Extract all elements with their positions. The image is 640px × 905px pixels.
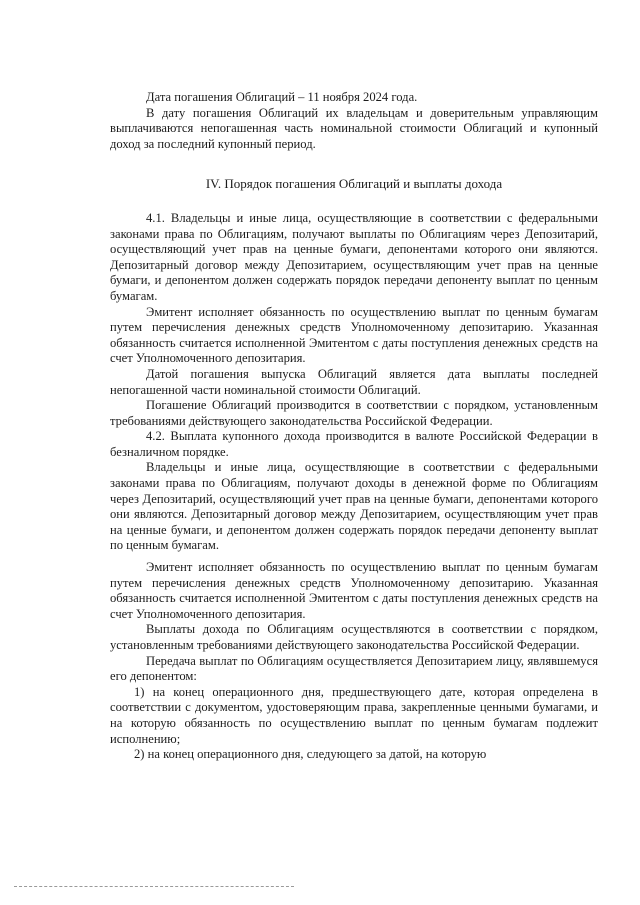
list-item-1: 1) на конец операционного дня, предшествующего дате, которая определена в соответствии с документом, удостоверяющим права, закрепленные ценными бумагами, и на которую обязанность по осуществлению выплат по ценным бумагам подлежит исполнению; — [110, 684, 598, 746]
maturity-payment-paragraph: В дату погашения Облигаций их владельцам и доверительным управляющим выплачиваются непогашенная часть номинальной стоимости Облигаций и купонный доход за последний купонный период. — [110, 105, 598, 151]
paragraph-4-2: 4.2. Выплата купонного дохода производится в валюте Российской Федерации в безналичном порядке. — [110, 429, 598, 459]
section-heading: IV. Порядок погашения Облигаций и выплаты дохода — [205, 176, 503, 192]
list-item-2: 2) на конец операционного дня, следующего за датой, на которую — [134, 747, 487, 762]
maturity-date-paragraph: Дата погашения Облигаций – 11 ноября 2024 года. — [146, 90, 418, 104]
footer-divider — [14, 886, 294, 887]
transfer-payments-paragraph: Передача выплат по Облигациям осуществляется Депозитарием лицу, являвшемуся его депонентом: — [110, 653, 598, 684]
coupon-holders-paragraph: Владельцы и иные лица, осуществляющие в соответствии с федеральными законами права по Облигациям, получают доходы в денежной форме по Облигациям через Депозитарий, осуществляющий учет прав на ценные бумаги, депонентами которого они являются. Депозитарный договор между Депозитарием, осуществляющим учет прав на ценные бумаги, и депонентом должен содержать порядок передачи депоненту выплат по ценным бумагам. — [110, 460, 598, 553]
coupon-issuer-obligation-paragraph: Эмитент исполняет обязанность по осуществлению выплат по ценным бумагам путем перечисления денежных средств Уполномоченному депозитарию. Указанная обязанность считается исполненной Эмитентом с даты поступления денежных средств на счет Уполномоченного депозитария. — [110, 560, 598, 621]
redemption-date-paragraph: Датой погашения выпуска Облигаций является дата выплаты последней непогашенной части номинальной стоимости Облигаций. — [110, 366, 598, 397]
redemption-order-paragraph: Погашение Облигаций производится в соответствии с порядком, установленным требованиями действующего законодательства Российской Федерации. — [110, 398, 598, 428]
document-page — [110, 90, 598, 763]
paragraph-4-1: 4.1. Владельцы и иные лица, осуществляющие в соответствии с федеральными законами права по Облигациям, получают выплаты по Облигациям через Депозитарий, осуществляющий учет прав на ценные бумаги, депонентами которого они являются. Депозитарный договор между Депозитарием, осуществляющим учет прав на ценные бумаги, и депонентом должен содержать порядок передачи депоненту выплат по ценным бумагам. — [110, 210, 598, 303]
issuer-obligation-paragraph: Эмитент исполняет обязанность по осуществлению выплат по ценным бумагам путем перечисления денежных средств Уполномоченному депозитарию. Указанная обязанность считается исполненной Эмитентом с даты поступления денежных средств на счет Уполномоченного депозитария. — [110, 304, 598, 366]
income-payments-paragraph: Выплаты дохода по Облигациям осуществляются в соответствии с порядком, установленным требованиями действующего законодательства Российской Федерации. — [110, 622, 598, 652]
